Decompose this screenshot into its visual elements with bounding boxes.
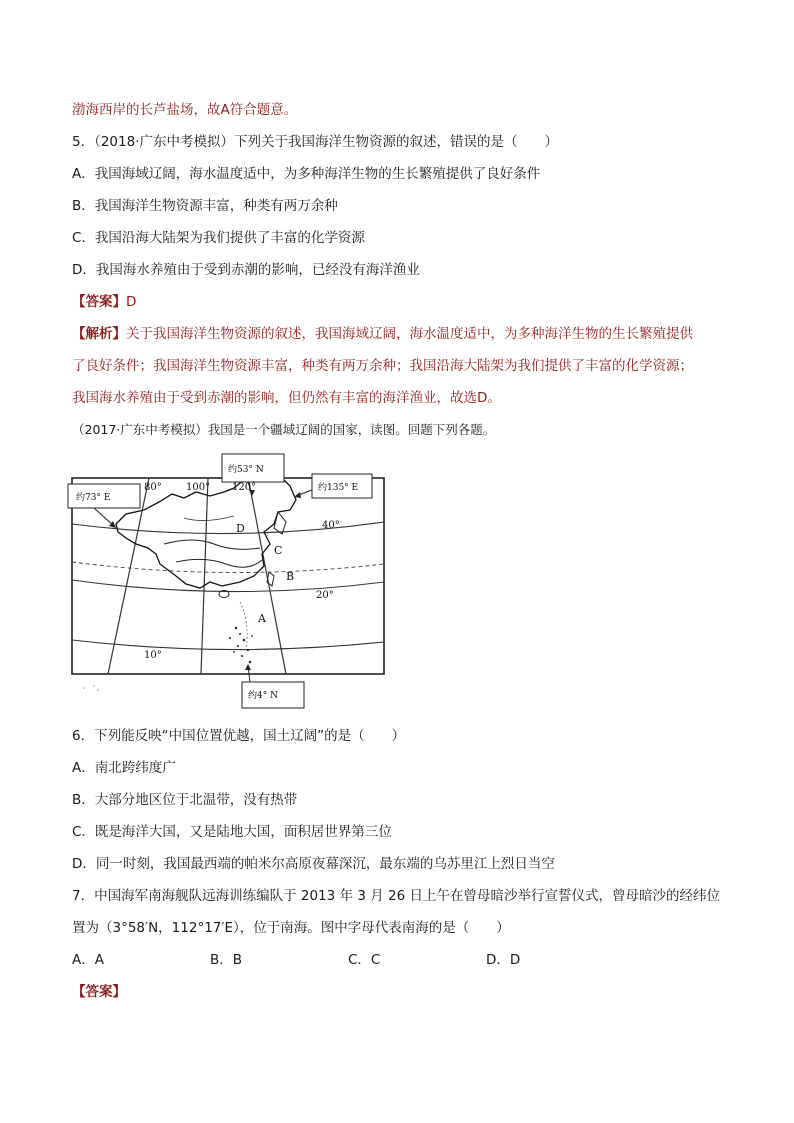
analysis-text: 关于我国海洋生物资源的叙述，我国海域辽阔，海水温度适中，为多种海洋生物的生长繁殖提供 xyxy=(126,326,693,342)
q5-option-c: C．我国沿海大陆架为我们提供了丰富的化学资源 xyxy=(72,230,365,246)
label-100: 100° xyxy=(186,482,211,493)
label-10: 10° xyxy=(144,650,162,661)
china-map-figure xyxy=(64,452,394,714)
china-map-svg xyxy=(64,452,394,714)
q5-stem: 5．（2018·广东中考模拟）下列关于我国海洋生物资源的叙述，错误的是（ ） xyxy=(72,134,558,150)
parallel-10 xyxy=(72,640,384,650)
peninsula xyxy=(274,512,286,534)
nine-dash-line xyxy=(240,602,247,652)
group-intro: （2017·广东中考模拟）我国是一个疆域辽阔的国家，读图。回题下列各题。 xyxy=(72,422,496,437)
q5-option-d: D．我国海水养殖由于受到赤潮的影响，已经没有海洋渔业 xyxy=(72,262,420,278)
q6-option-b: B．大部分地区位于北温带，没有热带 xyxy=(72,792,298,808)
river-2 xyxy=(176,559,262,567)
river-1 xyxy=(164,540,260,549)
callout-n4: 约4° N xyxy=(248,691,278,701)
q7-option-b: B．B xyxy=(210,952,243,968)
q5-answer xyxy=(72,292,136,312)
answer-value: D xyxy=(126,294,137,310)
q7-options-row xyxy=(72,950,732,970)
q5-option-b: B．我国海洋生物资源丰富，种类有两万余种 xyxy=(72,198,338,214)
meridian-100 xyxy=(201,478,208,674)
label-80: 80° xyxy=(144,482,162,493)
callout-n53: 约53° N xyxy=(228,465,264,475)
south-sea-islands xyxy=(229,627,253,663)
answer-label: 【答案】 xyxy=(72,294,126,310)
boundary-1 xyxy=(184,516,234,521)
q6-stem: 6．下列能反映“中国位置优越，国土辽阔”的是（ ） xyxy=(72,728,406,744)
meridian-120 xyxy=(247,472,286,674)
label-120: 120° xyxy=(232,482,257,493)
label-20: 20° xyxy=(316,590,334,601)
q6-option-d: D．同一时刻，我国最西端的帕米尔高原夜幕深沉，最东端的乌苏里江上烈日当空 xyxy=(72,856,555,872)
callout-e73-arrow xyxy=(94,508,114,526)
q5-option-a: A．我国海域辽阔，海水温度适中，为多种海洋生物的生长繁殖提供了良好条件 xyxy=(72,166,541,182)
analysis-label: 【解析】 xyxy=(72,326,126,342)
q6-option-c: C．既是海洋大国，又是陆地大国，面积居世界第三位 xyxy=(72,824,392,840)
q5-analysis-line-1 xyxy=(72,324,693,344)
map-letter-c: C xyxy=(274,544,283,557)
q7-option-d: D．D xyxy=(486,952,521,968)
q7-stem-line-1: 7．中国海军南海舰队远海训练编队于 2013 年 3 月 26 日上午在曾母暗沙举行宣誓仪式，曾母暗沙的经纬位 xyxy=(72,888,720,904)
map-letter-d: D xyxy=(236,522,245,535)
callout-e73: 约73° E xyxy=(76,493,111,503)
label-40: 40° xyxy=(322,520,340,531)
intro-line: 渤海西岸的长芦盐场，故A符合题意。 xyxy=(72,102,298,118)
q6-option-a: A．南北跨纬度广 xyxy=(72,760,176,776)
q5-analysis-line-2: 了良好条件；我国海洋生物资源丰富，种类有两万余种；我国沿海大陆架为我们提供了丰富的化学资源； xyxy=(72,358,693,374)
callout-e135: 约135° E xyxy=(318,483,359,493)
q7-stem-line-2: 置为（3°58′N，112°17′E），位于南海。图中字母代表南海的是（ ） xyxy=(72,920,510,936)
q5-analysis-line-3: 我国海水养殖由于受到赤潮的影响，但仍然有丰富的海洋渔业，故选D。 xyxy=(72,390,501,406)
parallel-20 xyxy=(72,580,384,592)
q7-answer-label: 【答案】 xyxy=(72,984,126,1000)
map-letter-b: B xyxy=(286,570,295,583)
edge-speckles xyxy=(83,685,99,690)
map-letter-a: A xyxy=(258,612,266,625)
q7-option-a: A．A xyxy=(72,952,104,968)
q7-option-c: C．C xyxy=(348,952,381,968)
tropic-line xyxy=(72,562,384,573)
